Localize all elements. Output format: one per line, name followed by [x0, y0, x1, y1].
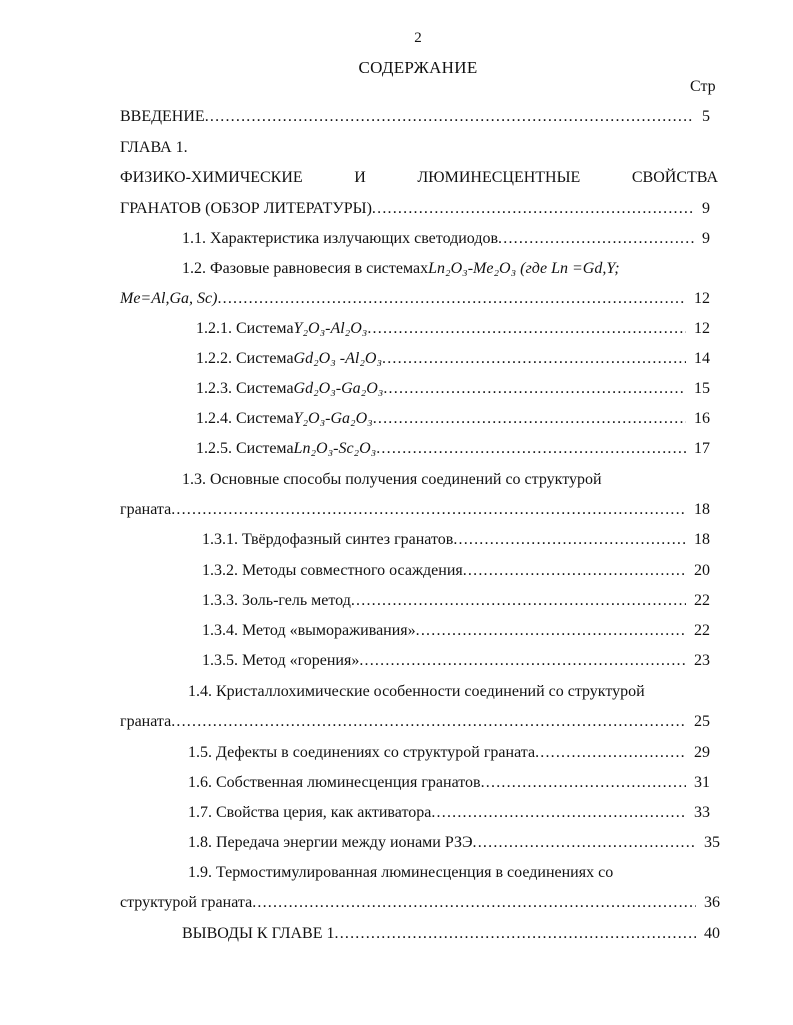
leader-dots [473, 832, 696, 854]
toc-entry-formula: Gd₂O₃-Ga₂O₃ [293, 380, 384, 397]
toc-entry-page: 5 [702, 108, 710, 125]
leader-dots [351, 590, 686, 612]
toc-entry-page: 14 [694, 350, 710, 367]
leader-dots [217, 288, 686, 310]
toc-entry-page: 23 [694, 652, 710, 669]
leader-dots [359, 650, 686, 672]
toc-entry-page: 35 [704, 834, 720, 851]
leader-dots [171, 711, 686, 733]
toc-entry [188, 802, 710, 824]
leader-dots [498, 228, 694, 250]
leader-dots [463, 560, 686, 582]
leader-dots [535, 742, 686, 764]
toc-entry [120, 198, 710, 220]
chapter-title-line [120, 167, 718, 189]
toc-entry [196, 348, 710, 370]
page-title: СОДЕРЖАНИЕ [358, 58, 478, 77]
toc-entry-text: 1.2.4. Система [196, 410, 294, 427]
leader-dots [453, 529, 686, 551]
toc-entry-page: 25 [694, 713, 710, 730]
toc-entry-text: 1.3.5. Метод «горения» [202, 652, 360, 669]
toc-entry-text: 1.3.1. Твёрдофазный синтез гранатов [202, 531, 454, 548]
leader-dots [335, 923, 697, 945]
toc-entry [202, 529, 710, 551]
toc-entry [202, 590, 710, 612]
toc-entry [182, 923, 720, 945]
toc-entry [196, 408, 710, 430]
leader-dots [205, 106, 694, 128]
leader-dots [373, 408, 686, 430]
toc-entry-page: 18 [694, 531, 710, 548]
leader-dots [383, 378, 686, 400]
toc-entry-text: 1.2.1. Система [196, 320, 294, 337]
toc-entry-text: 1.3. Основные способы получения соединений со структурой [182, 471, 602, 488]
toc-entry-formula: Y₂O₃-Ga₂O₃ [293, 410, 373, 427]
leader-dots [252, 892, 696, 914]
toc-entry [202, 620, 710, 642]
toc-entry [182, 469, 602, 491]
toc-entry-text: 1.9. Термостимулированная люминесценция в соединениях со [188, 864, 614, 881]
toc-entry [120, 892, 720, 914]
toc-entry-page: 18 [694, 501, 710, 518]
toc-entry-text: 1.5. Дефекты в соединениях со структурой граната [188, 744, 536, 761]
toc-entry [202, 560, 710, 582]
toc-entry-text: структурой граната [120, 894, 253, 911]
toc-entry [188, 772, 710, 794]
toc-entry-text: ГРАНАТОВ (ОБЗОР ЛИТЕРАТУРЫ) [120, 200, 372, 217]
toc-entry [120, 106, 710, 128]
toc-entry [188, 862, 613, 884]
toc-entry-page: 31 [694, 774, 710, 791]
toc-entry [120, 711, 710, 733]
leader-dots [376, 438, 686, 460]
toc-entry-page: 9 [702, 230, 710, 247]
toc-entry-formula: Me=Al,Ga, Sc) [120, 290, 218, 307]
toc-entry-text: 1.8. Передача энергии между ионами РЗЭ [188, 834, 473, 851]
toc-entry [196, 438, 710, 460]
toc-entry-text: 1.2.2. Система [196, 350, 294, 367]
toc-entry-page: 15 [694, 380, 710, 397]
toc-entry-text: 1.1. Характеристика излучающих светодиодов [182, 230, 499, 247]
toc-entry-page: 36 [704, 894, 720, 911]
toc-entry-text: 1.3.2. Методы совместного осаждения [202, 562, 463, 579]
toc-entry-text: 1.2.3. Система [196, 380, 294, 397]
toc-entry-formula: Y₂O₃-Al₂O₃ [293, 320, 368, 337]
toc-entry-page: 22 [694, 622, 710, 639]
toc-entry [188, 742, 710, 764]
leader-dots [431, 802, 686, 824]
toc-entry-formula: Ln₂O₃-Me₂O₃ (где Ln =Gd,Y; [428, 260, 620, 277]
toc-entry-formula: Gd₂O₃ -Al₂O₃ [293, 350, 383, 367]
leader-dots [372, 198, 694, 220]
leader-dots [481, 772, 686, 794]
page-column-header: Стр [690, 78, 716, 95]
toc-entry-page: 29 [694, 744, 710, 761]
toc-entry-page: 17 [694, 440, 710, 457]
toc-entry-page: 12 [694, 290, 710, 307]
toc-entry-text: ВВЕДЕНИЕ [120, 108, 205, 125]
toc-entry-page: 9 [702, 200, 710, 217]
toc-entry-text: ВЫВОДЫ К ГЛАВЕ 1 [182, 925, 335, 942]
toc-entry [188, 681, 645, 703]
chapter-title-word: ФИЗИКО-ХИМИЧЕСКИЕ [120, 169, 303, 186]
chapter-title-word: СВОЙСТВА [631, 169, 718, 186]
toc-entry-text: 1.3.4. Метод «вымораживания» [202, 622, 416, 639]
toc-entry-text: 1.7. Свойства церия, как активатора [188, 804, 432, 821]
leader-dots [416, 620, 686, 642]
toc-entry-page: 16 [694, 410, 710, 427]
toc-entry-page: 33 [694, 804, 710, 821]
toc-entry [202, 650, 710, 672]
toc-entry [182, 258, 620, 280]
toc-entry-page: 20 [694, 562, 710, 579]
toc-entry-text: 1.4. Кристаллохимические особенности соединений со структурой [188, 683, 645, 700]
chapter-title-word: И [354, 169, 366, 186]
leader-dots [171, 499, 686, 521]
page-number: 2 [414, 30, 422, 46]
chapter-title-word: ЛЮМИНЕСЦЕНТНЫЕ [417, 169, 581, 186]
toc-entry-text: 1.2. Фазовые равновесия в системах [182, 260, 429, 277]
toc-entry-text: граната [120, 501, 172, 518]
toc-entry-page: 40 [704, 925, 720, 942]
toc-entry [182, 228, 710, 250]
toc-entry [196, 378, 710, 400]
toc-entry-text: 1.2.5. Система [196, 440, 294, 457]
toc-entry [120, 288, 710, 310]
toc-entry [196, 318, 710, 340]
toc-entry-formula: Ln₂O₃-Sc₂O₃ [293, 440, 377, 457]
toc-entry [120, 499, 710, 521]
leader-dots [382, 348, 686, 370]
toc-entry-text: 1.6. Собственная люминесценция гранатов [188, 774, 481, 791]
toc-entry [120, 137, 188, 159]
toc-entry-text: граната [120, 713, 172, 730]
toc-entry-page: 22 [694, 592, 710, 609]
toc-entry-page: 12 [694, 320, 710, 337]
toc-entry-text: 1.3.3. Золь-гель метод [202, 592, 351, 609]
leader-dots [367, 318, 686, 340]
toc-entry-text: ГЛАВА 1. [120, 139, 188, 156]
toc-entry [188, 832, 720, 854]
